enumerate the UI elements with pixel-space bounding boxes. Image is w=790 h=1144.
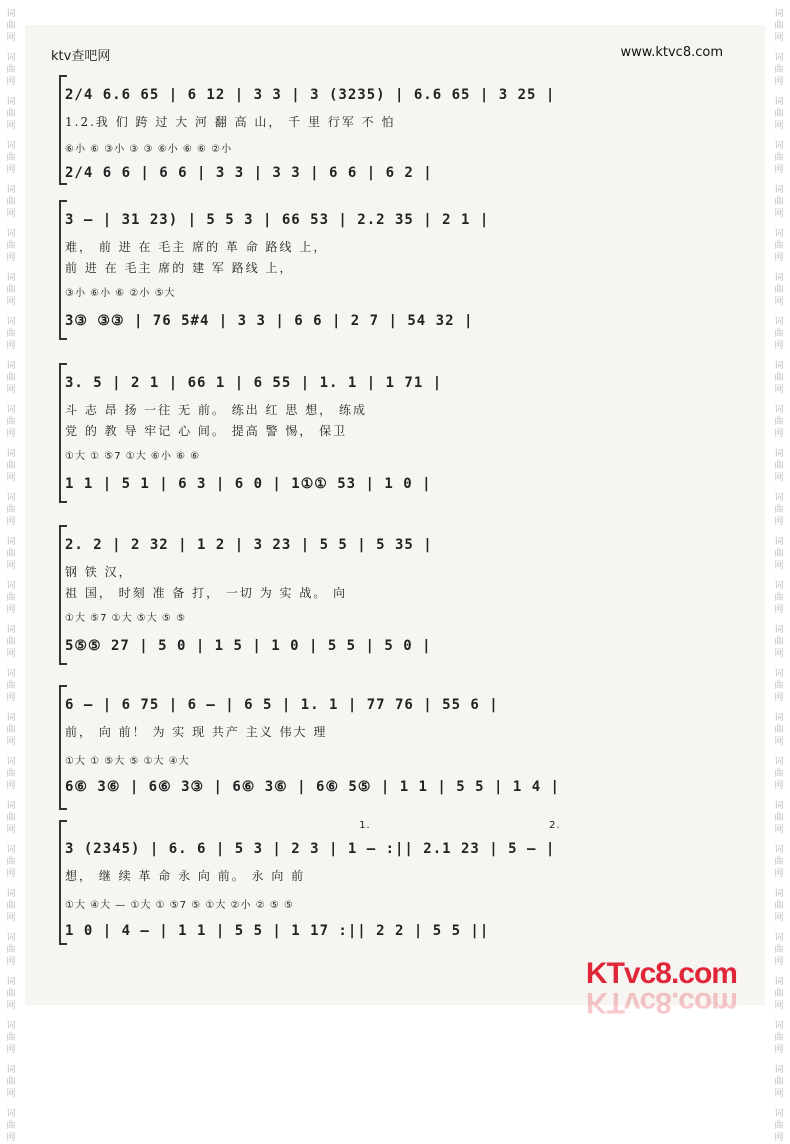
watermark-text: 词曲网 [6,757,16,791]
volta-2-label: 2. [549,820,561,831]
watermark-text: 词曲网 [6,845,16,879]
watermark-text: 词曲网 [774,625,784,659]
watermark-text: 词曲网 [774,361,784,395]
watermark-text: 词曲网 [6,493,16,527]
watermark-text: 词曲网 [774,933,784,967]
score-system-2 [65,200,735,340]
watermark-text: 词曲网 [774,229,784,263]
watermark-text: 词曲网 [6,449,16,483]
watermark-text: 词曲网 [6,1109,16,1143]
bottom-voice-notes: 5⑤⑤ 27 | 5 0 | 1 5 | 1 0 | 5 5 | 5 0 | [65,638,432,654]
watermark-text: 词曲网 [6,273,16,307]
watermark-text: 词曲网 [774,801,784,835]
harmony-marks: ③小 ⑥小 ⑥ ②小 ⑤大 [65,288,176,299]
lyric-line-2: 前 进 在 毛主 席的 建 军 路线 上， [65,261,294,275]
right-watermark-strip [772,0,786,1143]
watermark-text: 词曲网 [774,317,784,351]
watermark-text: 词曲网 [6,801,16,835]
watermark-text: 词曲网 [774,977,784,1011]
watermark-text: 词曲网 [6,9,16,43]
top-voice-notes: 6 — | 6 75 | 6 — | 6 5 | 1. 1 | 77 76 | 55 6 | [65,697,499,713]
score-system-4 [65,525,735,665]
watermark-text: 词曲网 [774,493,784,527]
lyric-line-1: 难， 前 进 在 毛主 席的 革 命 路线 上， [65,240,328,254]
watermark-text: 词曲网 [774,141,784,175]
watermark-text: 词曲网 [6,185,16,219]
harmony-marks: ①大 ⑤7 ①大 ⑤大 ⑤ ⑤ [65,613,187,624]
watermark-text: 词曲网 [6,581,16,615]
watermark-text: 词曲网 [774,449,784,483]
lyric-line-1: 1.2.我 们 跨 过 大 河 翻 高 山， 千 里 行军 不 怕 [65,115,396,129]
watermark-text: 词曲网 [6,1021,16,1055]
bottom-voice-notes: 2/4 6 6 | 6 6 | 3 3 | 3 3 | 6 6 | 6 2 | [65,165,433,181]
harmony-marks: ⑥小 ⑥ ③小 ③ ③ ⑥小 ⑥ ⑥ ②小 [65,144,233,155]
watermark-text: 词曲网 [774,53,784,87]
watermark-text: 词曲网 [774,1021,784,1055]
watermark-text: 词曲网 [6,53,16,87]
watermark-text: 词曲网 [6,625,16,659]
volta-1-label: 1. [359,820,371,831]
lyric-line-2: 祖 国， 时刻 准 备 打， 一切 为 实 战。 向 [65,586,348,600]
left-watermark-strip [4,0,18,1143]
watermark-text: 词曲网 [774,845,784,879]
score-system-5 [65,685,735,810]
watermark-text: 词曲网 [6,977,16,1011]
lyric-line-1: 想， 继 续 革 命 永 向 前。 永 向 前 [65,869,306,883]
watermark-text: 词曲网 [774,1065,784,1099]
bottom-voice-notes: 1 0 | 4 — | 1 1 | 5 5 | 1 17 :|| 2 2 | 5 5 || [65,923,490,939]
watermark-text: 词曲网 [6,141,16,175]
watermark-text: 词曲网 [774,889,784,923]
harmony-marks: ①大 ① ⑤7 ①大 ⑥小 ⑥ ⑥ [65,451,201,462]
watermark-text: 词曲网 [6,97,16,131]
watermark-text: 词曲网 [6,361,16,395]
site-logo-reflection: KTvc8.com [585,986,737,1019]
lyric-line-2: 党 的 教 导 牢记 心 间。 提高 警 惕， 保卫 [65,424,348,438]
bottom-voice-notes: 3③ ③③ | 76 5#4 | 3 3 | 6 6 | 2 7 | 54 32 | [65,313,474,329]
watermark-text: 词曲网 [6,713,16,747]
watermark-text: 词曲网 [6,405,16,439]
watermark-text: 词曲网 [774,581,784,615]
site-name: ktv查吧网 [51,49,111,64]
top-voice-notes: 3 (2345) | 6. 6 | 5 3 | 2 3 | 1 — :|| 2.1 23 | 5 — | [65,841,556,857]
harmony-marks: ①大 ① ⑤大 ⑤ ①大 ④大 [65,756,190,767]
top-voice-notes: 3 — | 31 23) | 5 5 3 | 66 53 | 2.2 35 | 2 1 | [65,212,490,228]
watermark-text: 词曲网 [774,713,784,747]
watermark-text: 词曲网 [774,669,784,703]
watermark-text: 词曲网 [6,889,16,923]
lyric-line-1: 前， 向 前！ 为 实 现 共产 主义 伟大 理 [65,725,328,739]
top-voice-notes: 3. 5 | 2 1 | 66 1 | 6 55 | 1. 1 | 1 71 | [65,375,443,391]
site-logo [585,957,737,1019]
harmony-marks: ①大 ④大 — ①大 ① ⑤7 ⑤ ①大 ②小 ② ⑤ ⑤ [65,900,294,911]
volta-labels [65,820,735,831]
score-system-6 [65,820,735,945]
watermark-text: 词曲网 [774,9,784,43]
watermark-text: 词曲网 [6,669,16,703]
top-voice-notes: 2/4 6.6 65 | 6 12 | 3 3 | 3 (3235) | 6.6 65 | 3 25 | [65,87,556,103]
watermark-text: 词曲网 [6,229,16,263]
site-logo-text: KTvc8.com [585,957,737,990]
watermark-text: 词曲网 [774,405,784,439]
watermark-text: 词曲网 [6,933,16,967]
score-page [25,25,765,1019]
watermark-text: 词曲网 [774,537,784,571]
watermark-text: 词曲网 [774,1109,784,1143]
lyric-line-1: 斗 志 昂 扬 一往 无 前。 练出 红 思 想， 练成 [65,403,367,417]
lyric-line-1: 钢 铁 汉， [65,565,133,579]
bottom-voice-notes: 1 1 | 5 1 | 6 3 | 6 0 | 1①① 53 | 1 0 | [65,476,432,492]
watermark-text: 词曲网 [774,757,784,791]
top-voice-notes: 2. 2 | 2 32 | 1 2 | 3 23 | 5 5 | 5 35 | [65,537,433,553]
watermark-text: 词曲网 [774,185,784,219]
watermark-text: 词曲网 [6,537,16,571]
bottom-voice-notes: 6⑥ 3⑥ | 6⑥ 3③ | 6⑥ 3⑥ | 6⑥ 5⑤ | 1 1 | 5 5 | 1 4 | [65,779,560,795]
watermark-text: 词曲网 [774,97,784,131]
site-url: www.ktvc8.com [620,45,723,60]
watermark-text: 词曲网 [6,317,16,351]
score-system-1 [65,75,735,185]
watermark-text: 词曲网 [6,1065,16,1099]
watermark-text: 词曲网 [774,273,784,307]
score-system-3 [65,363,735,503]
